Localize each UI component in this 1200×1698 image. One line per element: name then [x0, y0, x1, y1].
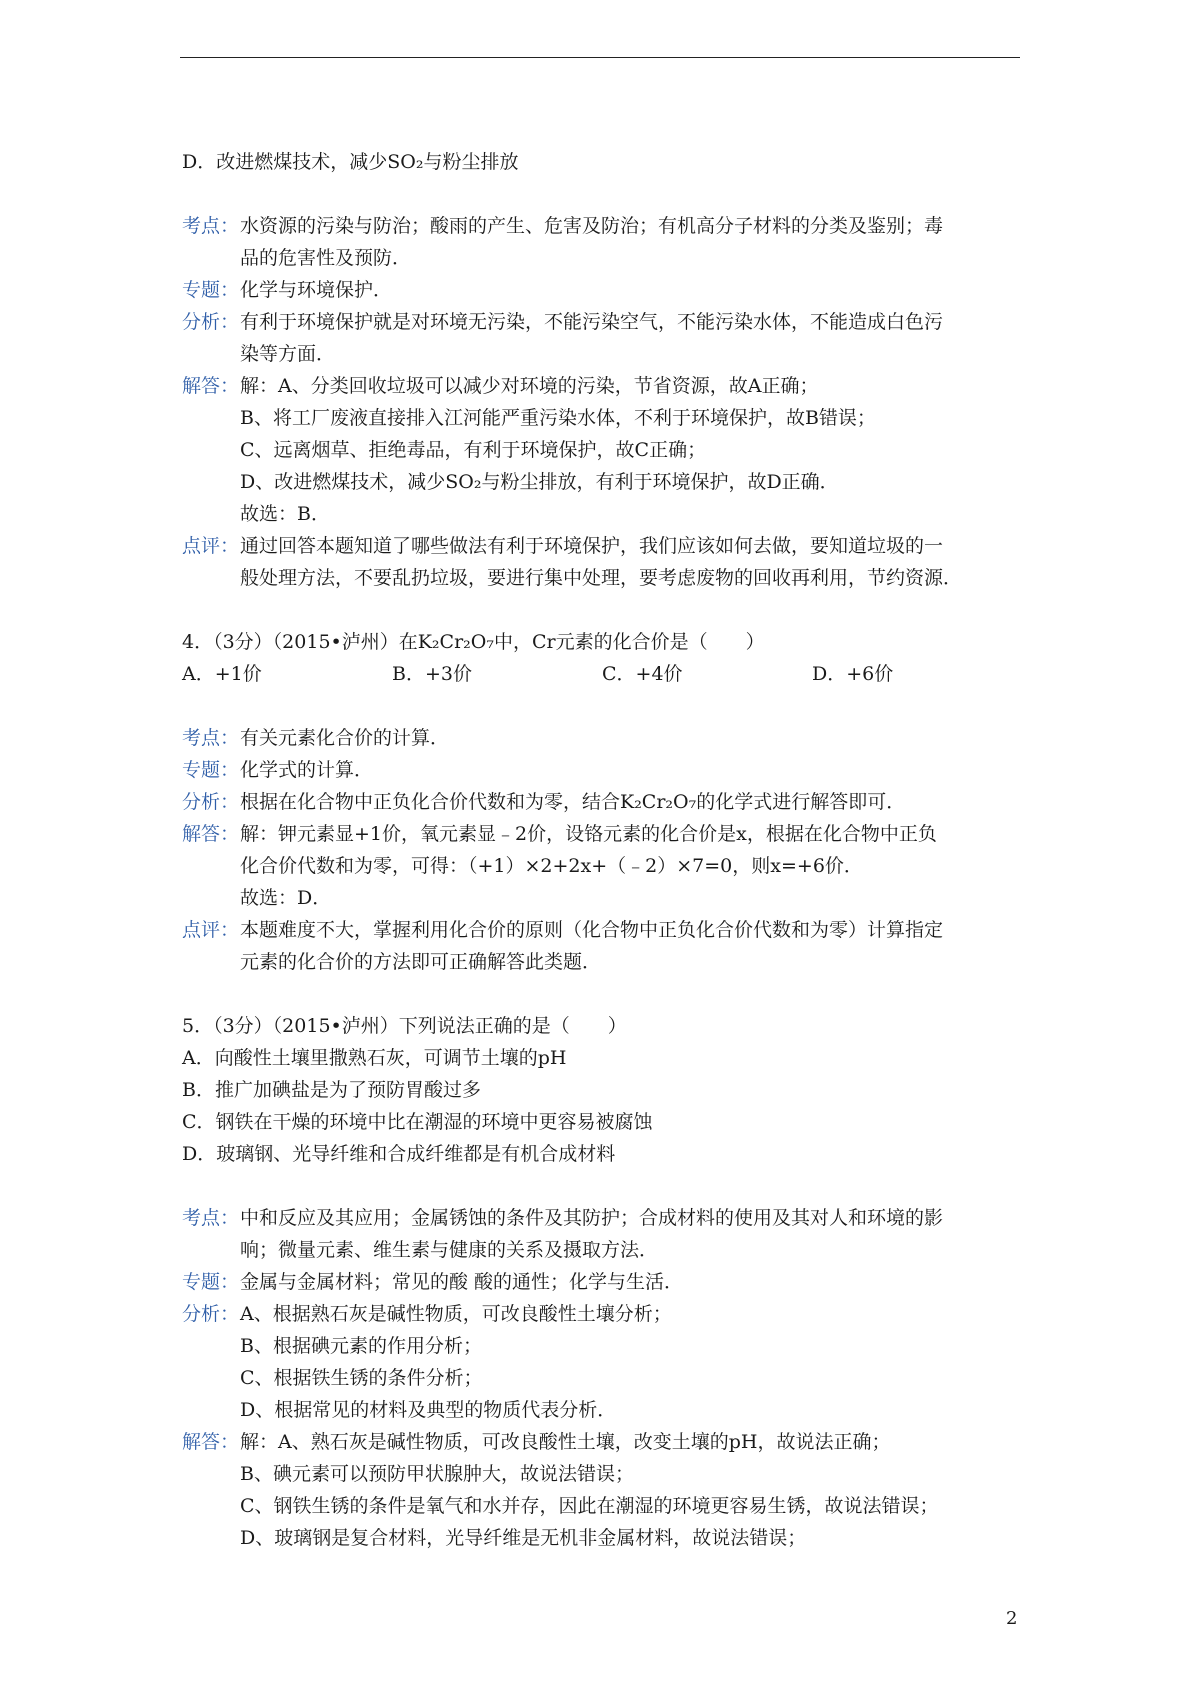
- q4-stem: 4．（3分）（2015•泸州）在K₂Cr₂O₇中，Cr元素的化合价是（ ）: [182, 631, 765, 653]
- q5-jieda-line: B、碘元素可以预防甲状腺肿大，故说法错误；: [240, 1463, 634, 1485]
- q3-option-d: D．改进燃煤技术，减少SO₂与粉尘排放: [182, 151, 519, 173]
- q5-fenxi-line: A、根据熟石灰是碱性物质，可改良酸性土壤分析；: [240, 1303, 672, 1325]
- jieda-label: 解答：: [182, 375, 240, 397]
- q3-fenxi-line: 有利于环境保护就是对环境无污染，不能污染空气，不能污染水体，不能造成白色污: [240, 311, 944, 333]
- q3-kaodian-line: 品的危害性及预防．: [240, 247, 412, 269]
- q5-fenxi-line: D、根据常见的材料及典型的物质代表分析．: [240, 1399, 617, 1421]
- kaodian-label: 考点：: [182, 727, 240, 749]
- q4-dianping-line: 元素的化合价的方法即可正确解答此类题．: [240, 951, 602, 973]
- q4-options: [182, 658, 1022, 690]
- q5-option-d: D．玻璃钢、光导纤维和合成纤维都是有机合成材料: [182, 1143, 616, 1165]
- q4-jieda: [182, 818, 1022, 914]
- q5-option-c: C．钢铁在干燥的环境中比在潮湿的环境中更容易被腐蚀: [182, 1111, 653, 1133]
- zhuanti-label: 专题：: [182, 1271, 240, 1293]
- q3-dianping: [182, 530, 1022, 594]
- q3-fenxi-line: 染等方面．: [240, 343, 336, 365]
- q4-jieda-line: 故选：D．: [240, 887, 332, 909]
- dianping-label: 点评：: [182, 919, 240, 941]
- q3-dianping-line: 通过回答本题知道了哪些做法有利于环境保护，我们应该如何去做，要知道垃圾的一: [240, 535, 944, 557]
- q3-jieda-line: 故选：B．: [240, 503, 330, 525]
- q4-fenxi: [182, 786, 1022, 818]
- q4-dianping: [182, 914, 1022, 978]
- q4-dianping-line: 本题难度不大，掌握利用化合价的原则（化合物中正负化合价代数和为零）计算指定: [240, 919, 944, 941]
- q4-option-d: D．+6价: [812, 663, 894, 685]
- q3-jieda: [182, 370, 1022, 530]
- fenxi-label: 分析：: [182, 1303, 240, 1325]
- q3-kaodian: [182, 210, 1022, 274]
- kaodian-label: 考点：: [182, 1207, 240, 1229]
- q4-zhuanti: [182, 754, 1022, 786]
- q5-zhuanti: [182, 1266, 1022, 1298]
- q5-fenxi-line: B、根据碘元素的作用分析；: [240, 1335, 482, 1357]
- q4-fenxi-text: 根据在化合物中正负化合价代数和为零，结合K₂Cr₂O₇的化学式进行解答即可．: [240, 791, 906, 813]
- zhuanti-label: 专题：: [182, 279, 240, 301]
- q5-jieda-line: D、玻璃钢是复合材料，光导纤维是无机非金属材料，故说法错误；: [240, 1527, 807, 1549]
- q4-kaodian-text: 有关元素化合价的计算．: [240, 727, 450, 749]
- page-number: 2: [1006, 1608, 1018, 1629]
- q4-jieda-line: 解：钾元素显+1价，氧元素显﹣2价，设铬元素的化合价是x，根据在化合物中正负: [240, 823, 937, 845]
- q5-kaodian-line: 中和反应及其应用；金属锈蚀的条件及其防护；合成材料的使用及其对人和环境的影: [240, 1207, 944, 1229]
- fenxi-label: 分析：: [182, 311, 240, 333]
- q5-fenxi: [182, 1298, 1022, 1426]
- header-rule: [180, 57, 1020, 58]
- q5-jieda: [182, 1426, 1022, 1554]
- q3-jieda-line: B、将工厂废液直接排入江河能严重污染水体，不利于环境保护，故B错误；: [240, 407, 876, 429]
- q5-jieda-line: C、钢铁生锈的条件是氧气和水并存，因此在潮湿的环境更容易生锈，故说法错误；: [240, 1495, 939, 1517]
- page-content: [182, 146, 1022, 1554]
- q5-kaodian: [182, 1202, 1022, 1266]
- q3-zhuanti-text: 化学与环境保护．: [240, 279, 393, 301]
- dianping-label: 点评：: [182, 535, 240, 557]
- q5-zhuanti-text: 金属与金属材料；常见的酸 酸的通性；化学与生活．: [240, 1271, 684, 1293]
- q4-jieda-line: 化合价代数和为零，可得：（+1）×2+2x+（﹣2）×7=0，则x=+6价．: [240, 855, 863, 877]
- fenxi-label: 分析：: [182, 791, 240, 813]
- q5-fenxi-line: C、根据铁生锈的条件分析；: [240, 1367, 483, 1389]
- jieda-label: 解答：: [182, 1431, 240, 1453]
- q4-zhuanti-text: 化学式的计算．: [240, 759, 374, 781]
- q3-kaodian-line: 水资源的污染与防治；酸雨的产生、危害及防治；有机高分子材料的分类及鉴别；毒: [240, 215, 944, 237]
- q4-option-c: C．+4价: [602, 663, 683, 685]
- q3-jieda-line: D、改进燃煤技术，减少SO₂与粉尘排放，有利于环境保护，故D正确．: [240, 471, 839, 493]
- q5-jieda-line: 解：A、熟石灰是碱性物质，可改良酸性土壤，改变土壤的pH，故说法正确；: [240, 1431, 891, 1453]
- q5-stem: 5．（3分）（2015•泸州）下列说法正确的是（ ）: [182, 1015, 627, 1037]
- q4-kaodian: [182, 722, 1022, 754]
- q3-jieda-line: 解：A、分类回收垃圾可以减少对环境的污染，节省资源，故A正确；: [240, 375, 819, 397]
- q3-fenxi: [182, 306, 1022, 370]
- q3-dianping-line: 般处理方法，不要乱扔垃圾，要进行集中处理，要考虑废物的回收再利用，节约资源．: [240, 567, 963, 589]
- q5-kaodian-line: 响；微量元素、维生素与健康的关系及摄取方法．: [240, 1239, 659, 1261]
- zhuanti-label: 专题：: [182, 759, 240, 781]
- q4-option-a: A．+1价: [182, 663, 262, 685]
- q3-jieda-line: C、远离烟草、拒绝毒品，有利于环境保护，故C正确；: [240, 439, 707, 461]
- kaodian-label: 考点：: [182, 215, 240, 237]
- q5-option-b: B．推广加碘盐是为了预防胃酸过多: [182, 1079, 481, 1101]
- q5-option-a: A．向酸性土壤里撒熟石灰，可调节土壤的pH: [182, 1047, 567, 1069]
- q3-zhuanti: [182, 274, 1022, 306]
- jieda-label: 解答：: [182, 823, 240, 845]
- q4-option-b: B．+3价: [392, 663, 472, 685]
